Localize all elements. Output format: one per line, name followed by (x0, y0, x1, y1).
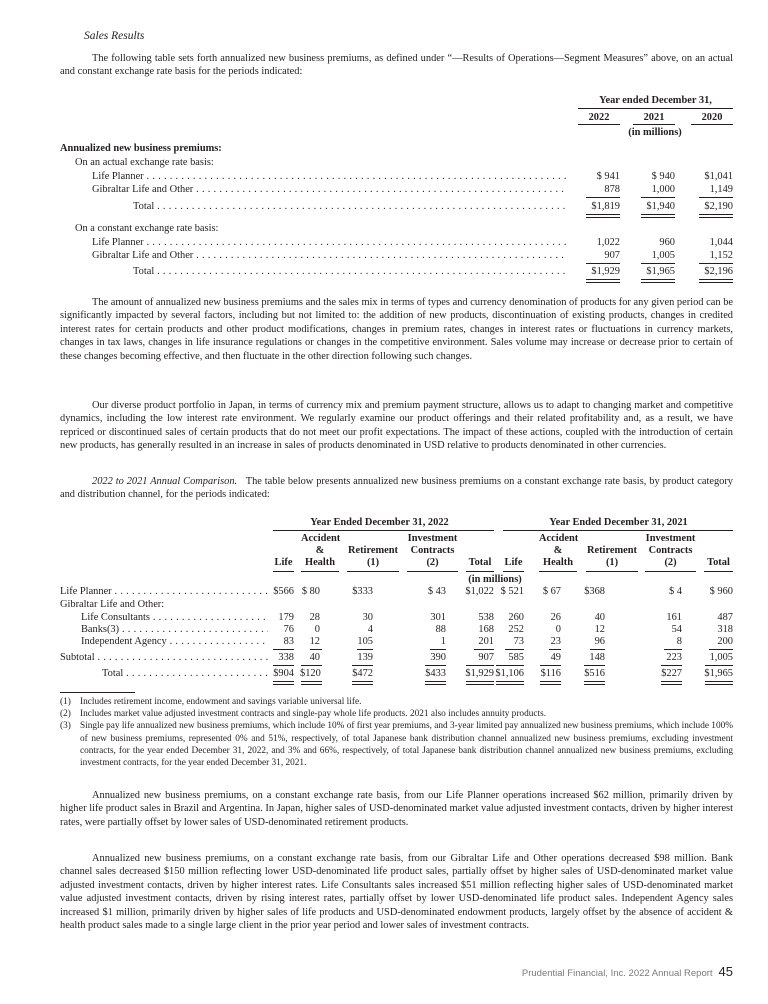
table2-total-cell: $1,106 (495, 668, 524, 679)
intro-paragraph: The following table sets forth annualized new business premiums, as defined under “—Results of Operations—Segment Measures” above, on an actual and constant exchange rate basis for the periods indicated: (60, 53, 733, 78)
table2-cell: 40 (594, 612, 605, 623)
table1-cell: 1,000 (651, 184, 675, 195)
table2-cell: 12 (594, 624, 605, 635)
table1-section-actual: On an actual exchange rate basis: (75, 157, 214, 168)
col-ah-2022-l1: Accident (301, 533, 341, 544)
col-life-2021: Life (504, 557, 523, 568)
table2-total-cell: $116 (540, 668, 561, 679)
table2-total-label: Total . . . (102, 667, 268, 680)
table2-cell: 73 (513, 636, 524, 647)
col-ah-2021-l2: & (553, 545, 563, 556)
table1-row-label: Gibraltar Life and Other . . . (92, 249, 567, 262)
footnote-mark: (1) (60, 697, 71, 707)
table2-cell: 1 (440, 636, 446, 647)
table2-cell: 318 (717, 624, 733, 635)
col-inv-2022-l2: Contracts (410, 545, 455, 556)
table2-cell: $ 67 (542, 586, 561, 597)
life-planner-paragraph: Annualized new business premiums, on a constant exchange rate basis, from our Life Planner operations increased $62 million, primarily driven by higher life product sales in Brazil and Argentina. In Japan, higher sales of USD-denominated market value adjusted investment contacts, driven by higher interest rates, were partially offset by lower sales of USD-denominated retirement products. (60, 790, 733, 828)
table1-cell: 1,005 (651, 250, 675, 261)
table2-cell: $566 (273, 586, 294, 597)
table2-row-label: Life Consultants . . . (81, 611, 268, 624)
page-number: 45 (718, 964, 733, 979)
table2-total-cell: $433 (425, 668, 446, 679)
table2-cell: 4 (367, 624, 373, 635)
table1-row-label: Gibraltar Life and Other . . . (92, 183, 567, 196)
col-ret-2022-l3: (1) (366, 557, 380, 568)
table2-cell: 83 (283, 636, 294, 647)
table2-row-label: Banks(3) . . . (81, 623, 268, 636)
table2-total-cell: $1,929 (465, 668, 494, 679)
table1-cell: $ 940 (651, 171, 675, 182)
table2-cell: 139 (357, 652, 373, 663)
table2-cell: 585 (508, 652, 524, 663)
table2-cell: 28 (309, 612, 320, 623)
table1-row-label: Life Planner . . . (92, 170, 567, 183)
table2-cell: 200 (717, 636, 733, 647)
col-ah-2021-l3: Health (542, 557, 573, 568)
table2-cell: 223 (666, 652, 682, 663)
table1-total-label: Total . . . (133, 200, 567, 213)
table2-cell: 96 (594, 636, 605, 647)
portfolio-paragraph: Our diverse product portfolio in Japan, in terms of currency mix and premium payment structure, allows us to adapt to changing market and competitive dynamics, including the low interest rate environment. We regularly examine our product offerings and their related profitability and, as a result, we have repriced or discontinued sales of certain products that do not meet our profit expectations. The impact of these actions, coupled with the introduction of certain new products, has generally resulted in an increase in sales of products denominated in USD relative to products denominated in other currencies. (60, 400, 733, 452)
table1-total-cell: $1,965 (646, 266, 675, 277)
table1-cell: 907 (604, 250, 620, 261)
table1-row-label: Life Planner . . . (92, 236, 567, 249)
table1-header-group: Year ended December 31, (599, 95, 712, 106)
footnotes (60, 696, 733, 769)
table2-cell: 338 (278, 652, 294, 663)
gibraltar-paragraph: Annualized new business premiums, on a constant exchange rate basis, from our Gibraltar Life and Other operations decreased $98 million. Bank channel sales decreased $150 million reflecting lower USD-denominated life product sales, partially offset by higher sales of USD-denominated market value adjusted investment contacts, driven by higher interest rates. Life Consultants sales increased $51 million reflecting higher sales of USD-denominated market value adjusted investment contacts, driven by rising interest rates, partially offset by lower USD-denominated life product sales. Independent Agency sales increased $1 million, primarily driven by higher sales of life products and USD-denominated endowment products, largely offset by the absence of accident & health product sales made to a single large client in the prior year period and lower sales of investment contracts. (60, 853, 733, 932)
table2-row-label: Independent Agency . . . (81, 635, 268, 648)
col-ah-2022-l3: Health (304, 557, 335, 568)
footnote-text: Single pay life annualized new business premiums, which include 10% of first year premiums, and 3-year limited pay annualized new business premiums, which include 100% of new business premiums, represented 0% and 51%, respectively, of total Japanese bank distribution channel annualized new business premiums, excluding investment contracts, for the year ended December 31, 2022, and 3% and 66%, respectively, of total Japanese bank distribution channel annualized new business premiums, excluding investment contracts, for the year ended December 31, 2021. (80, 721, 733, 769)
table1-year-2022: 2022 (588, 112, 610, 123)
table2-unit: (in millions) (468, 574, 522, 585)
col-life-2022: Life (274, 557, 293, 568)
table2-row-label: Subtotal . . . (60, 651, 268, 664)
col-total-2021: Total (707, 557, 730, 568)
table2-cell: 26 (550, 612, 561, 623)
col-ret-2021-l2: Retirement (586, 545, 637, 556)
table1-year-2021: 2021 (643, 112, 665, 123)
table1-section-constant: On a constant exchange rate basis: (75, 223, 219, 234)
table2-cell: $ 4 (669, 586, 682, 597)
table2-group-2021: Year Ended December 31, 2021 (549, 517, 688, 528)
col-inv-2022-l1: Investment (407, 533, 458, 544)
table2-cell: 49 (550, 652, 561, 663)
table2-total-cell: $1,965 (704, 668, 733, 679)
footnote-2 (60, 708, 733, 720)
table2-cell: 0 (314, 624, 320, 635)
footnote-mark: (3) (60, 721, 71, 732)
footnote-text: Includes retirement income, endowment and savings variable universal life. (80, 697, 362, 707)
table2-cell: 487 (717, 612, 733, 623)
col-inv-2021-l3: (2) (664, 557, 677, 568)
footer-text: Prudential Financial, Inc. 2022 Annual Report (521, 968, 713, 979)
table2-total-cell: $120 (300, 668, 321, 679)
footnote-mark: (2) (60, 709, 71, 720)
table2-cell: $368 (584, 586, 605, 597)
table1-cell: $ 941 (596, 171, 620, 182)
table2-cell: 0 (555, 624, 561, 635)
footnote-rule (60, 692, 135, 693)
col-ret-2022-l2: Retirement (347, 545, 398, 556)
table2-cell: $333 (352, 586, 373, 597)
table2-cell: 8 (676, 636, 682, 647)
table1-total-cell: $1,929 (591, 266, 620, 277)
table1-unit: (in millions) (628, 127, 682, 138)
table1-heading: Annualized new business premiums: (60, 143, 222, 154)
factors-paragraph: The amount of annualized new business premiums and the sales mix in terms of types and currency denomination of products for any given period can be significantly impacted by several factors, including but not limited to: the addition of new products, discontinuation of existing products, changes in credited interest rates for certain products and other product modifications, changes in premium rates, changes in interest rates or fluctuations in currency markets, changes in tax laws, changes in life insurance regulations or changes in the competitive environment. Sales volume may increase or decrease prior to certain of these changes becoming effective, and then fluctuate in the other direction following such changes. (60, 297, 733, 362)
table2-cell: 23 (550, 636, 561, 647)
table2-cell: 161 (666, 612, 682, 623)
table2-row-label: Life Planner . . . (60, 585, 268, 598)
table1-total-cell: $1,819 (591, 201, 620, 212)
comparison-paragraph (60, 475, 733, 502)
table1-cell: $1,041 (704, 171, 733, 182)
table1-total-cell: $2,196 (704, 266, 733, 277)
table2-cell: $ 43 (427, 586, 446, 597)
table2-cell: 54 (671, 624, 682, 635)
table1-year-2020: 2020 (701, 112, 723, 123)
table1-cell: 1,149 (709, 184, 733, 195)
table2-cell: 538 (478, 612, 494, 623)
table2-total-cell: $904 (273, 668, 294, 679)
table2-cell: $ 960 (709, 586, 733, 597)
col-inv-2021-l1: Investment (645, 533, 696, 544)
table2-cell: 76 (283, 624, 294, 635)
table1-cell: 1,152 (709, 250, 733, 261)
table2-group-2022: Year Ended December 31, 2022 (310, 517, 449, 528)
table2-cell: 40 (309, 652, 320, 663)
section-title: Sales Results (84, 30, 145, 42)
table2-group-label: Gibraltar Life and Other: (60, 599, 165, 610)
table2-cell: 201 (478, 636, 494, 647)
table2-total-cell: $227 (661, 668, 682, 679)
table2-cell: 148 (589, 652, 605, 663)
table1-cell: 878 (604, 184, 620, 195)
table1-total-cell: $2,190 (704, 201, 733, 212)
table2-cell: $ 80 (301, 586, 320, 597)
table2-cell: 30 (362, 612, 373, 623)
col-ah-2021-l1: Accident (539, 533, 579, 544)
footnote-1 (60, 696, 733, 708)
table1-cell: 1,022 (596, 237, 620, 248)
table2-total-cell: $472 (352, 668, 373, 679)
page-footer (500, 965, 733, 980)
table2-cell: 1,005 (709, 652, 733, 663)
col-ah-2022-l2: & (315, 545, 325, 556)
table2-cell: 179 (278, 612, 294, 623)
table2-cell: 301 (430, 612, 446, 623)
table1-cell: 960 (659, 237, 675, 248)
comparison-text: The table below presents annualized new business premiums on a constant exchange rate basis, by product category and distribution channel, for the periods indicated: (60, 476, 733, 501)
col-ret-2021-l3: (1) (605, 557, 619, 568)
col-inv-2022-l3: (2) (426, 557, 439, 568)
table2-cell: 88 (435, 624, 446, 635)
table2-cell: $ 521 (500, 586, 524, 597)
table2-cell: 168 (478, 624, 494, 635)
footnote-text: Includes market value adjusted investment contracts and single-pay whole life products. 2021 also includes annuity products. (80, 709, 547, 720)
table2-cell: $1,022 (465, 586, 494, 597)
table1-total-label: Total . . . (133, 265, 567, 278)
table2-total-cell: $516 (584, 668, 605, 679)
table2-cell: 252 (508, 624, 524, 635)
table2-cell: 12 (309, 636, 320, 647)
table2-cell: 390 (430, 652, 446, 663)
col-total-2022: Total (468, 557, 492, 568)
comparison-title: 2022 to 2021 Annual Comparison. (92, 476, 238, 487)
table2-cell: 907 (478, 652, 494, 663)
table1-total-cell: $1,940 (646, 201, 675, 212)
table2-cell: 260 (508, 612, 524, 623)
table2-cell: 105 (357, 636, 373, 647)
footnote-3 (60, 720, 733, 769)
col-inv-2021-l2: Contracts (648, 545, 693, 556)
table1-cell: 1,044 (709, 237, 733, 248)
